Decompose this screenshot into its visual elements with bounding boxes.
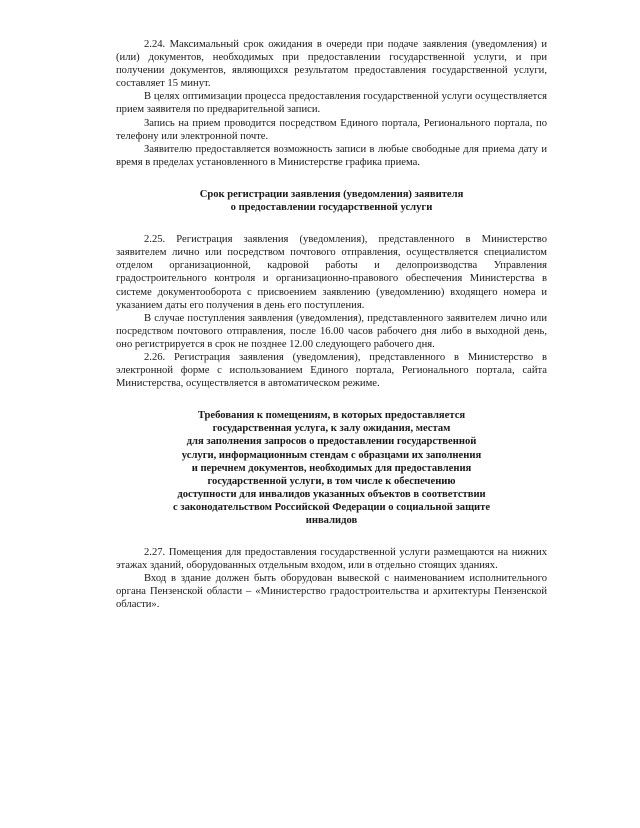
paragraph-2-24-booking: Запись на прием проводится посредством Единого портала, Регионального портала, по телефону или электронной почте. xyxy=(116,117,547,142)
heading-line: Требования к помещениям, в которых предоставляется xyxy=(197,410,466,422)
document-page xyxy=(116,38,547,612)
heading-line: государственной услуги, в том числе к обеспечению xyxy=(207,475,456,487)
heading-line: с законодательством Российской Федерации о социальной защите xyxy=(172,501,491,513)
paragraph-2-24: 2.24. Максимальный срок ожидания в очереди при подаче заявления (уведомления) и (или) документов, необходимых при предоставлении государственной услуги, и при получении документов, являющихся результатом предоставления государственной услуги, составляет 15 минут. xyxy=(116,39,547,90)
paragraph-2-24-optimization: В целях оптимизации процесса предоставления государственной услуги осуществляется прием заявителя по предварительной записи. xyxy=(116,91,547,116)
heading-line: доступности для инвалидов указанных объектов в соответствии xyxy=(177,488,486,500)
heading-line: государственная услуга, к залу ожидания, местам xyxy=(212,423,451,435)
heading-line: инвалидов xyxy=(305,515,358,526)
section-heading-premises xyxy=(116,409,547,527)
heading-line: Срок регистрации заявления (уведомления) заявителя xyxy=(199,188,464,200)
heading-line: и перечнем документов, необходимых для предоставления xyxy=(191,462,472,474)
paragraph-2-25: 2.25. Регистрация заявления (уведомления), представленного в Министерство заявителем лично или посредством почтового отправления, осуществляется специалистом отделом организационной, кадровой работы и делопроизводства Управления градостроительного контроля и организационно-правового обеспечения Министерства в системе документооборота с присвоением заявлению (уведомлению) входящего номера и указанием даты его получения в день его поступления. xyxy=(116,234,547,311)
paragraph-2-24-schedule: Заявителю предоставляется возможность записи в любые свободные для приема дату и время в пределах установленного в Министерстве графика приема. xyxy=(116,143,547,168)
paragraph-2-26: 2.26. Регистрация заявления (уведомления), представленного в Министерство в электронной форме с использованием Единого портала, Регионального портала, сайта Министерства, осуществляется в автоматическом режиме. xyxy=(116,351,547,390)
heading-line: для заполнения запросов о предоставлении государственной xyxy=(186,436,477,448)
heading-line: услуги, информационным стендам с образцами их заполнения xyxy=(181,449,482,461)
section-heading-registration xyxy=(116,188,547,214)
paragraph-2-27: 2.27. Помещения для предоставления государственной услуги размещаются на нижних этажах зданий, оборудованных отдельным входом, или в отдельно стоящих зданиях. xyxy=(116,547,547,572)
heading-line: о предоставлении государственной услуги xyxy=(230,202,433,214)
paragraph-2-25-late: В случае поступления заявления (уведомления), представленного заявителем лично или посредством почтового отправления, после 16.00 часов рабочего дня либо в выходной день, оно регистрируется в срок не позднее 12.00 следующего рабочего дня. xyxy=(116,312,547,350)
paragraph-2-27-entrance: Вход в здание должен быть оборудован вывеской с наименованием исполнительного органа Пензенской области – «Министерство градостроительства и архитектуры Пензенской области». xyxy=(116,573,547,611)
